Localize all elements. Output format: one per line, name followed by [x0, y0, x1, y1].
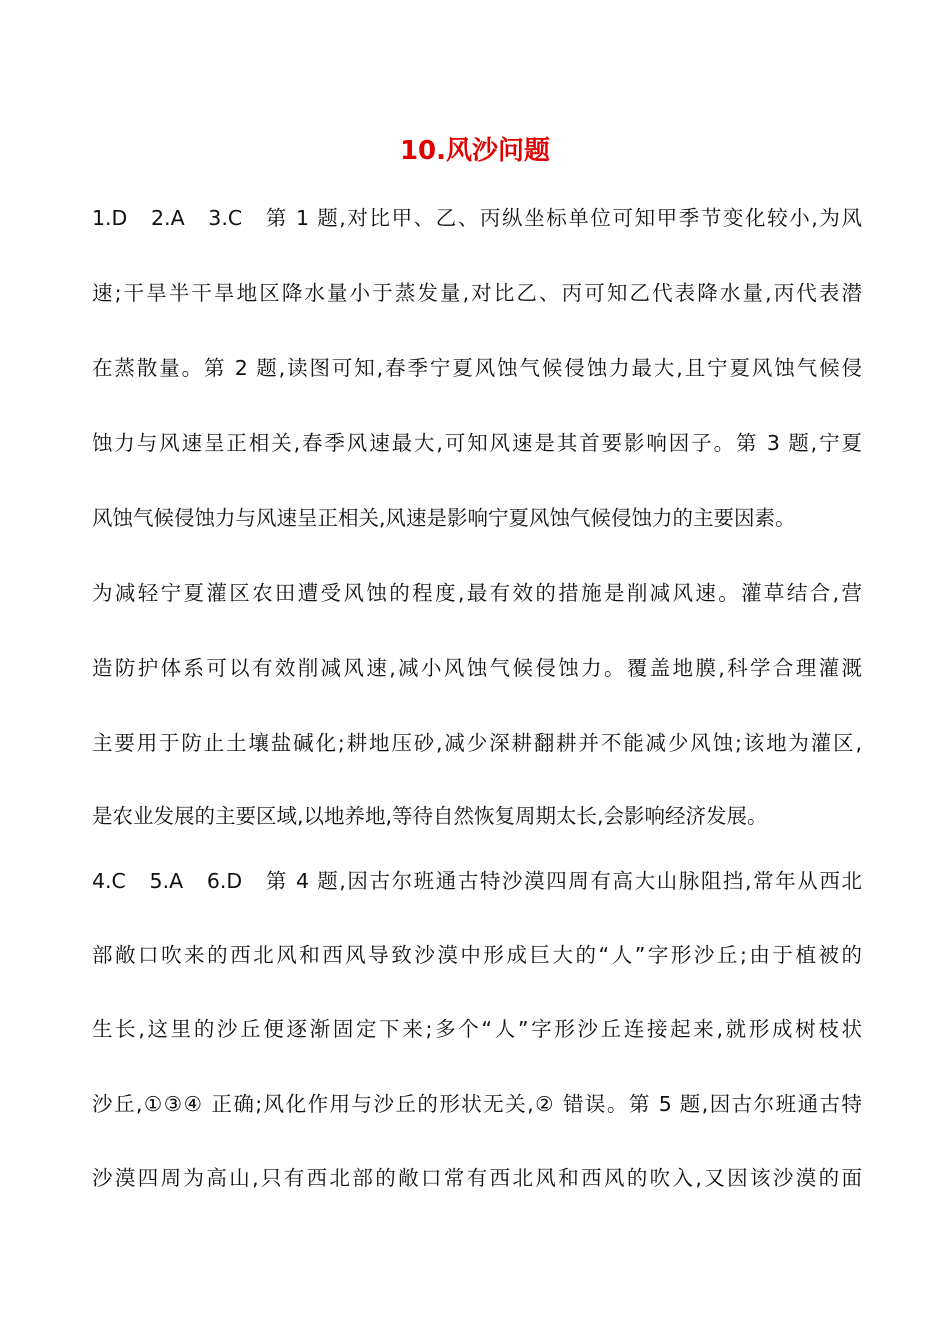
text-line: 4.C 5.A 6.D 第 4 题,因古尔班通古特沙漠四周有高大山脉阻挡,常年从西北: [92, 869, 862, 893]
text-line: 为减轻宁夏灌区农田遭受风蚀的程度,最有效的措施是削减风速。灌草结合,营: [92, 581, 862, 605]
text-line: 在蒸散量。第 2 题,读图可知,春季宁夏风蚀气候侵蚀力最大,且宁夏风蚀气候侵: [92, 356, 862, 380]
text-line: 部敞口吹来的西北风和西风导致沙漠中形成巨大的“人”字形沙丘;由于植被的: [92, 943, 862, 967]
text-line: 速;干旱半干旱地区降水量小于蒸发量,对比乙、丙可知乙代表降水量,丙代表潜: [92, 281, 862, 305]
text-line: 主要用于防止土壤盐碱化;耕地压砂,减少深耕翻耕并不能减少风蚀;该地为灌区,: [92, 731, 862, 755]
text-line: 造防护体系可以有效削减风速,减小风蚀气候侵蚀力。覆盖地膜,科学合理灌溉: [92, 656, 862, 680]
page-title: 10.风沙问题: [399, 136, 551, 166]
text-line: 沙丘,①③④ 正确;风化作用与沙丘的形状无关,② 错误。第 5 题,因古尔班通古特: [92, 1092, 862, 1116]
text-line: 1.D 2.A 3.C 第 1 题,对比甲、乙、丙纵坐标单位可知甲季节变化较小,为风: [92, 206, 862, 230]
text-line: 是农业发展的主要区域,以地养地,等待自然恢复周期太长,会影响经济发展。: [92, 804, 768, 828]
text-line: 沙漠四周为高山,只有西北部的敞口常有西北风和西风的吹入,又因该沙漠的面: [92, 1166, 862, 1190]
text-line: 生长,这里的沙丘便逐渐固定下来;多个“人”字形沙丘连接起来,就形成树枝状: [92, 1017, 862, 1041]
text-line: 蚀力与风速呈正相关,春季风速最大,可知风速是其首要影响因子。第 3 题,宁夏: [92, 431, 862, 455]
text-line: 风蚀气候侵蚀力与风速呈正相关,风速是影响宁夏风蚀气候侵蚀力的主要因素。: [92, 506, 796, 530]
